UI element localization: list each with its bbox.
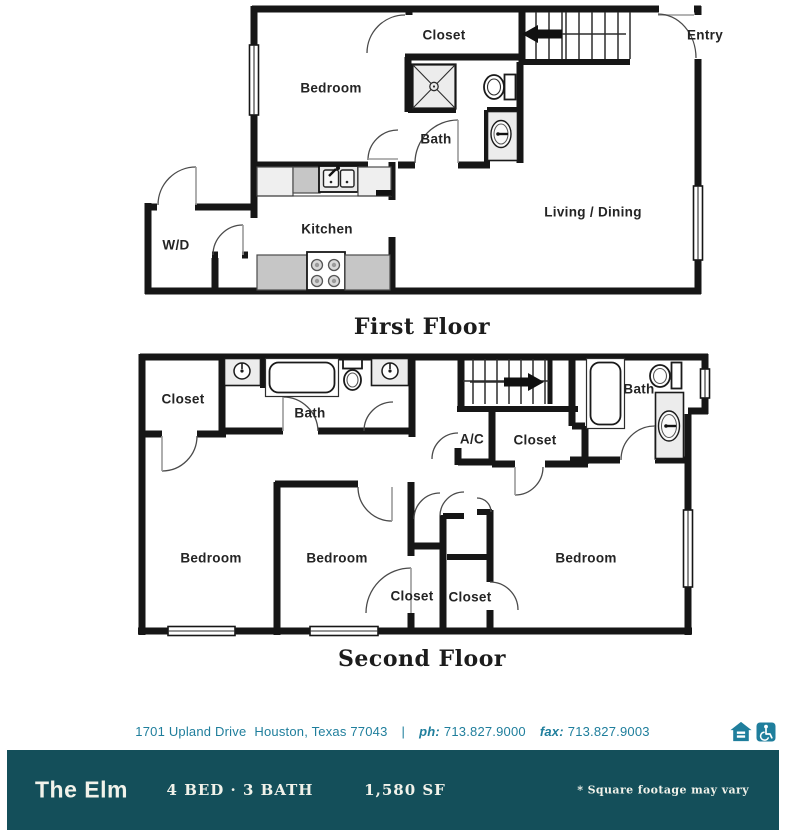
bath-right-door-arc [621,426,655,460]
closet-hall-door-arc [515,467,543,495]
bath-right-fixtures [587,359,684,459]
address-separator: | [401,723,406,739]
room-label-bedroom-1f: Bedroom [300,80,362,96]
closet-b-door-arc [490,582,518,610]
hall-door-arc [158,167,196,205]
hall-door-arc-2f [364,402,393,431]
second-floor-windows [168,369,710,636]
accessibility-icon [756,722,776,742]
bed-bath-specs: 4 BED · 3 BATH [166,781,314,799]
sqft-disclaimer: * Square footage may vary [577,783,749,797]
bath-sink-icon [488,112,518,161]
phone-number: 713.827.9000 [443,723,526,739]
first-floor-plan [145,6,703,294]
phone-label: ph: [419,723,440,739]
room-label-closet-tl: Closet [161,391,205,407]
first-floor-title: First Floor [353,314,491,340]
room-label-entry: Entry [686,27,724,43]
shower [413,65,456,109]
room-label-closet-1f: Closet [422,27,466,43]
fax-label: fax: [539,723,564,739]
room-label-bedroom-center: Bedroom [306,550,368,566]
closet-tl-door-arc [162,436,197,471]
room-label-wd: W/D [162,237,190,253]
first-floor-stairs [522,12,630,59]
room-label-living-dining: Living / Dining [544,204,642,220]
room-label-bedroom-right: Bedroom [555,550,617,566]
bedroom-center-door-arc [358,487,392,521]
footer-band [7,750,779,830]
kitchen-counter-sink [257,166,392,196]
closet-door-arc [367,15,405,53]
room-label-bath-1f: Bath [420,131,452,147]
second-floor-title: Second Floor [338,646,506,672]
vestibule-door-arc [414,493,440,519]
city-state-zip: Houston, Texas 77043 [254,723,388,739]
room-label-bedroom-left: Bedroom [180,550,242,566]
linen-door-arc-left [440,492,464,516]
room-label-bath-left: Bath [294,405,326,421]
bedroom-door-arc [368,130,398,160]
ac-door-arc [432,433,458,459]
address-bar [0,718,785,744]
plan-name: The Elm [35,776,128,803]
bath-left-fixtures [225,359,409,397]
wd-door-arc [213,225,243,255]
fax-number: 713.827.9003 [567,723,650,739]
second-floor-stairs [463,359,549,404]
room-label-bath-right: Bath [623,381,655,397]
toilet-icon [484,75,516,100]
compliance-icons [730,721,776,742]
room-label-ac: A/C [459,431,485,447]
room-label-kitchen: Kitchen [301,221,353,237]
equal-housing-icon [730,721,752,742]
street-address: 1701 Upland Drive [135,723,247,739]
kitchen-stove [257,252,390,290]
square-footage: 1,580 SF [364,781,446,799]
room-label-closet-hall: Closet [513,432,557,448]
room-label-closet-b: Closet [448,589,492,605]
room-label-closet-a: Closet [390,588,434,604]
